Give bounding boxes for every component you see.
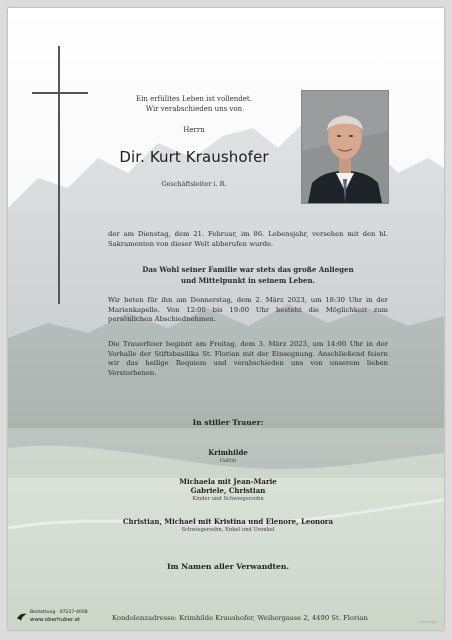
funeral-service-text: Die Trauerfeier beginnt am Freitag, dem 3. März 2023, um 14:00 Uhr in der Vorhalle der Stiftsbasilika St. Florian mit der Einsegnung. Anschließend feiern wir das heilige Requiem und verabschieden uns von unserem lieben Verstorbenen. xyxy=(108,340,388,377)
mourner-relation: Schwiegersohn, Enkel und Urenkel xyxy=(181,527,275,533)
funeral-home-logo xyxy=(16,609,86,625)
mourner-group-children xyxy=(68,477,388,504)
family-tribute-line-1: Das Wohl seiner Familie war stets das große Anliegen xyxy=(142,265,354,274)
death-announcement-text: der am Dienstag, dem 21. Februar, im 86. Lebensjahr, versehen mit den hl. Sakramenten von dieser Welt abberufen wurde. xyxy=(108,230,388,248)
mourner-relation: Gattin xyxy=(219,458,237,464)
family-tribute xyxy=(108,264,388,286)
mourning-heading: In stiller Trauer: xyxy=(192,418,264,427)
mourner-names: Krimhilde xyxy=(208,448,248,457)
obituary-card xyxy=(8,8,444,630)
bird-logo-icon xyxy=(16,611,28,623)
family-tribute-line-2: und Mittelpunkt in seinem Leben. xyxy=(181,276,315,285)
mourner-names-line-2: Gabriele, Christian xyxy=(190,486,266,495)
mourner-names-line-1: Michaela mit Jean-Marie xyxy=(179,477,277,486)
salutation: Herrn xyxy=(183,126,205,134)
memorial-cross-horizontal xyxy=(32,92,88,94)
closing-line: Im Namen aller Verwandten. xyxy=(166,562,290,571)
funeral-home-phone: Bestattung · 07227-4008 xyxy=(30,610,88,615)
portrait-image xyxy=(302,91,388,203)
condolence-address: Kondolenzadresse: Krimhilde Kraushofer, Weihergasse 2, 4490 St. Florian xyxy=(112,614,368,622)
mourner-names: Christian, Michael mit Kristina und Elenore, Leonora xyxy=(122,517,333,526)
intro-line-2: Wir verabschieden uns von xyxy=(145,105,243,113)
funeral-home-website: www.oberhuber.at xyxy=(30,617,81,623)
memorial-cross-vertical xyxy=(58,46,60,304)
deceased-title: Geschäftsleiter i. R. xyxy=(161,180,227,188)
mourner-relation: Kinder und Schwiegersohn xyxy=(192,496,264,502)
mourner-group-grandchildren xyxy=(68,517,388,535)
print-code: 21-07-0001 xyxy=(420,620,438,624)
deceased-portrait-photo xyxy=(301,90,389,204)
deceased-name: Dir. Kurt Kraushofer xyxy=(119,148,269,166)
mourner-group-spouse xyxy=(68,448,388,466)
intro-line-1: Ein erfülltes Leben ist vollendet. xyxy=(136,95,252,103)
prayer-service-text: Wir beten für ihn am Donnerstag, dem 2. März 2023, um 18:30 Uhr in der Marienkapelle. Von 12:00 bis 19:00 Uhr besteht die Möglichkeit zum persönlichen Abschiednehmen. xyxy=(108,296,388,324)
intro-text xyxy=(100,94,288,114)
